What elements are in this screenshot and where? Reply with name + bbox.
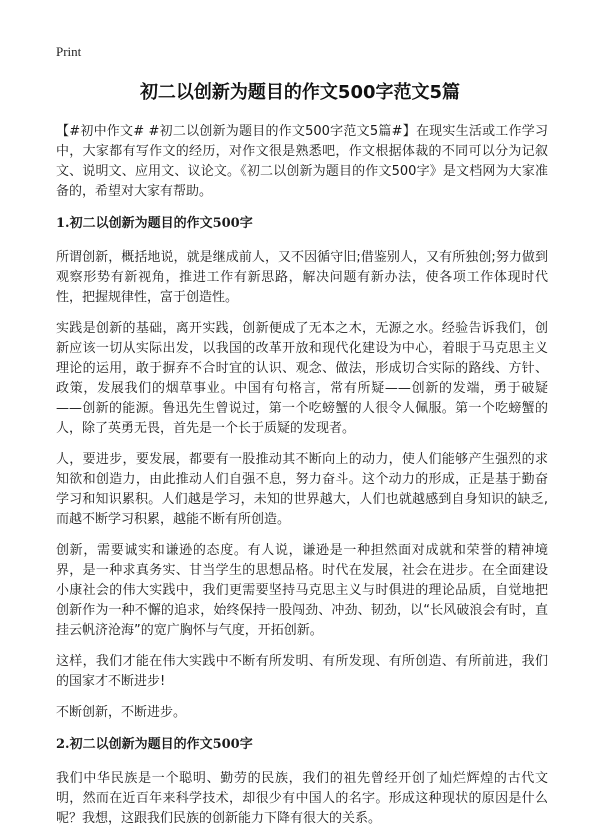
article-body bbox=[56, 122, 548, 840]
paragraph: 人，要进步，要发展，都要有一股推动其不断向上的动力，使人们能够产生强烈的求知欲和创造力，由此推动人们自强不息，努力奋斗。这个动力的形成，正是基于勤奋学习和知识累积。人们越是学习，未知的世界越大，人们也就越感到自身知识的缺乏,而越不断学习积累，越能不断有所创造。 bbox=[56, 452, 548, 527]
paragraph: 创新，需要诚实和谦逊的态度。有人说，谦逊是一种担然面对成就和荣誉的精神境界，是一种求真务实、甘当学生的思想品格。时代在发展，社会在进步。在全面建设小康社会的伟大实践中，我们更需要坚持马克思主义与时俱进的理论品质，自觉地把创新作为一种不懈的追求，始终保持一股闯劲、冲劲、韧劲，以“长风破浪会有时，直挂云帆济沧海”的宽广胸怀与气度，开拓创新。 bbox=[56, 543, 548, 638]
paragraph: 所谓创新，概括地说，就是继成前人，又不因循守旧;借鉴别人，又有所独创;努力做到观察形势有新视角，推进工作有新思路，解决问题有新办法，使各项工作体现时代性，把握规律性，富于创造性。 bbox=[56, 250, 548, 305]
paragraph: 我们中华民族是一个聪明、勤劳的民族，我们的祖先曾经开创了灿烂辉煌的古代文明，然而在近百年来科学技术，却很少有中国人的名字。形成这种现状的原因是什么呢？我想，这跟我们民族的创新能力下降有很大的关系。 bbox=[56, 771, 548, 826]
page-title: 初二以创新为题目的作文500字范文5篇 bbox=[139, 82, 461, 103]
section-heading-1: 1.初二以创新为题目的作文500字 bbox=[56, 216, 253, 231]
print-link[interactable]: Print bbox=[56, 44, 82, 59]
section-heading-2: 2.初二以创新为题目的作文500字 bbox=[56, 737, 253, 752]
paragraph: 不断创新，不断进步。 bbox=[56, 705, 187, 720]
intro-paragraph: 【#初中作文# #初二以创新为题目的作文500字范文5篇#】在现实生活或工作学习中，大家都有写作文的经历，对作文很是熟悉吧，作文根据体裁的不同可以分为记叙文、说明文、应用文、议论文。《初二以创新为题目的作文500字》是文档网为大家准备的，希望对大家有帮助。 bbox=[56, 124, 548, 199]
paragraph: 这样，我们才能在伟大实践中不断有所发明、有所发现、有所创造、有所前进，我们的国家才不断进步! bbox=[56, 654, 548, 689]
paragraph: 实践是创新的基础，离开实践，创新便成了无本之木，无源之水。经验告诉我们，创新应该一切从实际出发，以我国的改革开放和现代化建设为中心，着眼于马克思主义理论的运用，敢于摒弃不合时宜的认识、观念、做法，形成切合实际的路线、方针、政策，发展我们的烟草事业。中国有句格言，常有所疑——创新的发端，勇于破疑——创新的能源。鲁迅先生曾说过，第一个吃螃蟹的人很令人佩服。第一个吃螃蟹的人，除了英勇无畏，首先是一个长于质疑的发现者。 bbox=[56, 321, 548, 436]
